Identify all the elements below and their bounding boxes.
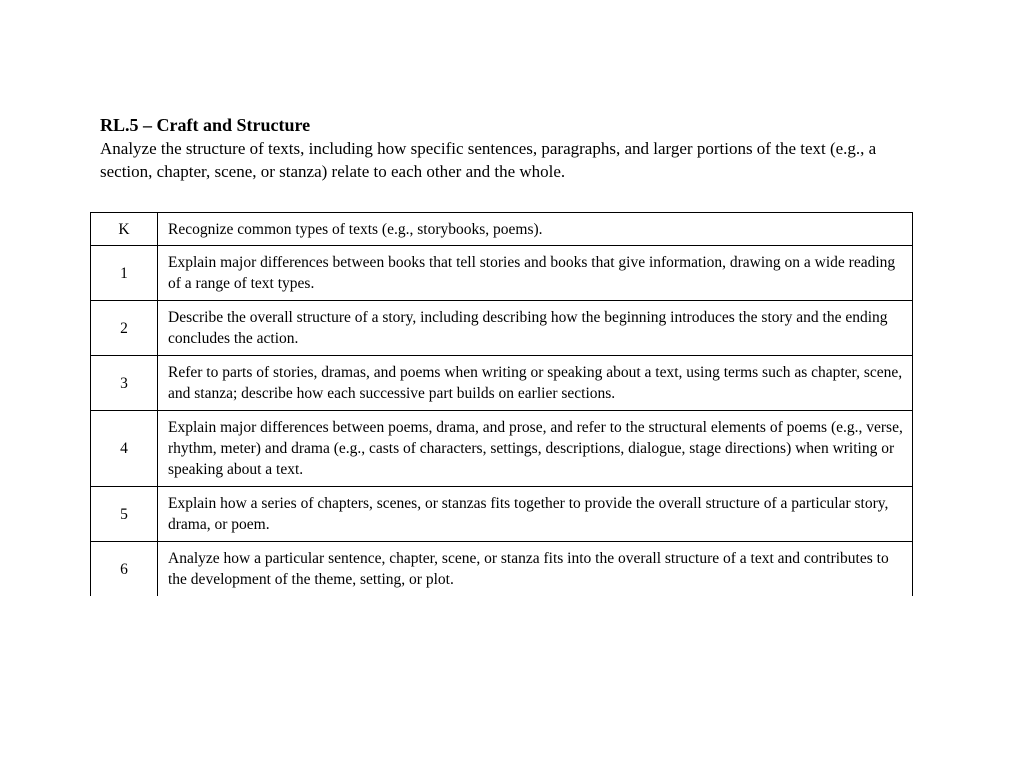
standard-text-cell: Explain major differences between books that tell stories and books that give information, drawing on a wide reading of a range of text types. [158,246,913,301]
grade-standards-table [90,212,913,596]
table-row [91,246,913,301]
grade-cell: 6 [91,542,158,597]
standard-text-cell: Recognize common types of texts (e.g., storybooks, poems). [158,213,913,246]
grade-cell: 3 [91,356,158,411]
standard-title: RL.5 – Craft and Structure [100,115,311,135]
table-row [91,301,913,356]
table-row [91,356,913,411]
standard-text-cell: Explain how a series of chapters, scenes, or stanzas fits together to provide the overall structure of a particular story, drama, or poem. [158,487,913,542]
grade-cell: 2 [91,301,158,356]
standard-description: Analyze the structure of texts, including how specific sentences, paragraphs, and larger portions of the text (e.g., a section, chapter, scene, or stanza) relate to each other and the whole. [100,139,877,181]
table-row [91,542,913,597]
standard-text-cell: Refer to parts of stories, dramas, and poems when writing or speaking about a text, using terms such as chapter, scene, and stanza; describe how each successive part builds on earlier sections. [158,356,913,411]
table-row [91,411,913,487]
standard-text-cell: Explain major differences between poems, drama, and prose, and refer to the structural elements of poems (e.g., verse, rhythm, meter) and drama (e.g., casts of characters, settings, descriptions, dialogue, stage directions) when writing or speaking about a text. [158,411,913,487]
table-row [91,213,913,246]
table-row [91,487,913,542]
grade-cell: 4 [91,411,158,487]
standard-text-cell: Analyze how a particular sentence, chapter, scene, or stanza fits into the overall structure of a text and contributes to the development of the theme, setting, or plot. [158,542,913,597]
grade-cell: 5 [91,487,158,542]
grade-cell: 1 [91,246,158,301]
grade-cell: K [91,213,158,246]
standard-text-cell: Describe the overall structure of a story, including describing how the beginning introduces the story and the ending concludes the action. [158,301,913,356]
